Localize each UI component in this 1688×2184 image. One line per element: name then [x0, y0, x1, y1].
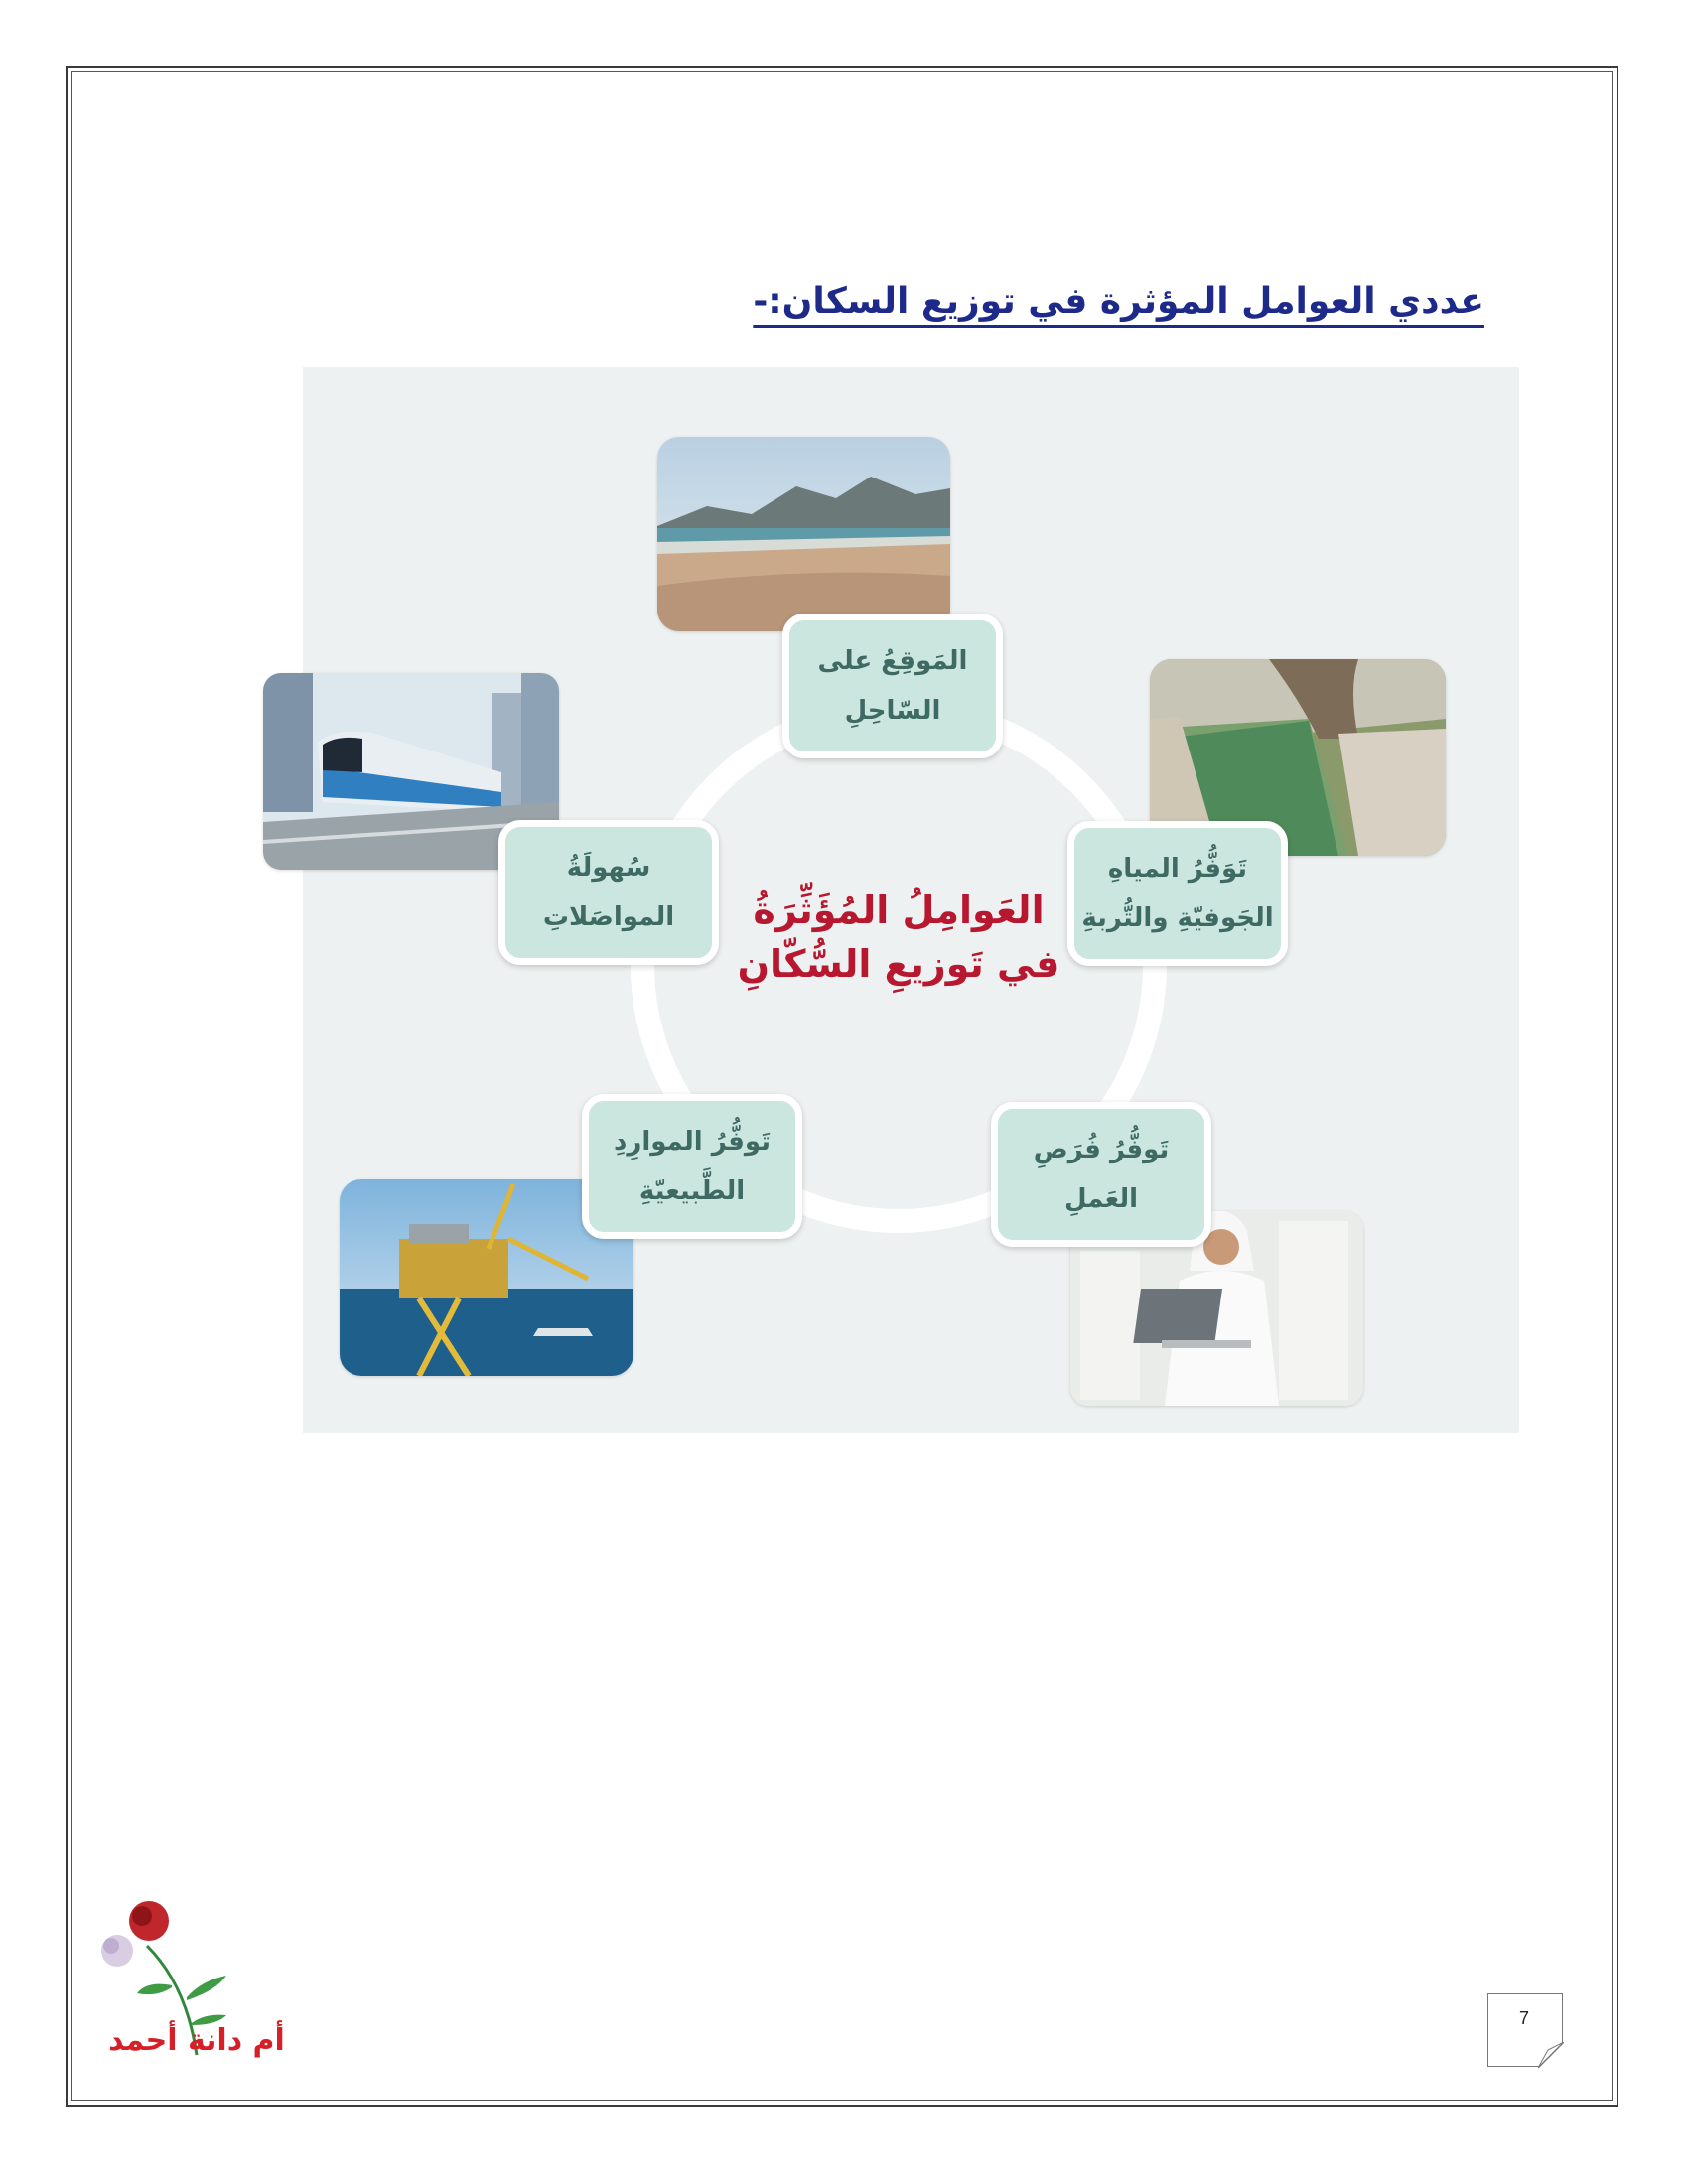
page-heading: عددي العوامل المؤثرة في توزيع السكان:-	[753, 281, 1484, 322]
diagram-center-title	[735, 884, 1062, 991]
factor-label-line-1: المَوقِعُ على	[817, 646, 968, 676]
beach-photo	[657, 437, 950, 631]
page-number: 7	[1519, 2008, 1530, 2028]
factor-label-line-2: الجَوفيّةِ والتُّربةِ	[1081, 903, 1274, 933]
factor-label-line-1: تَوفُّرُ الموارِدِ	[614, 1127, 771, 1157]
center-title-line-1: العَوامِلُ المُؤَثِّرَةُ	[753, 888, 1045, 932]
factor-ease-of-transport	[498, 820, 719, 965]
factor-label-line-2: العَملِ	[1064, 1184, 1138, 1214]
factor-natural-resources	[582, 1094, 802, 1239]
factor-label-line-1: تَوَفُّرُ المياهِ	[1107, 854, 1248, 884]
page-fold-icon	[1538, 2042, 1564, 2068]
factor-job-opportunities	[991, 1102, 1211, 1247]
factor-label-line-2: المواصَلاتِ	[542, 902, 675, 932]
factor-coastal-location	[782, 614, 1003, 758]
factor-label-line-1: سُهولَةُ	[566, 853, 651, 883]
factor-groundwater-soil	[1067, 821, 1288, 966]
center-title-line-2: في تَوزيعِ السُّكّانِ	[737, 942, 1060, 986]
factor-label-line-2: السّاحِلِ	[844, 696, 941, 726]
factor-label-line-2: الطَّبيعيّةِ	[638, 1176, 746, 1206]
logo-text: أم دانة أحمد	[108, 2023, 285, 2058]
page-number-box	[1487, 1993, 1563, 2067]
author-logo	[77, 1876, 316, 2070]
factor-label-line-1: تَوفُّرُ فُرَصِ	[1033, 1135, 1170, 1164]
